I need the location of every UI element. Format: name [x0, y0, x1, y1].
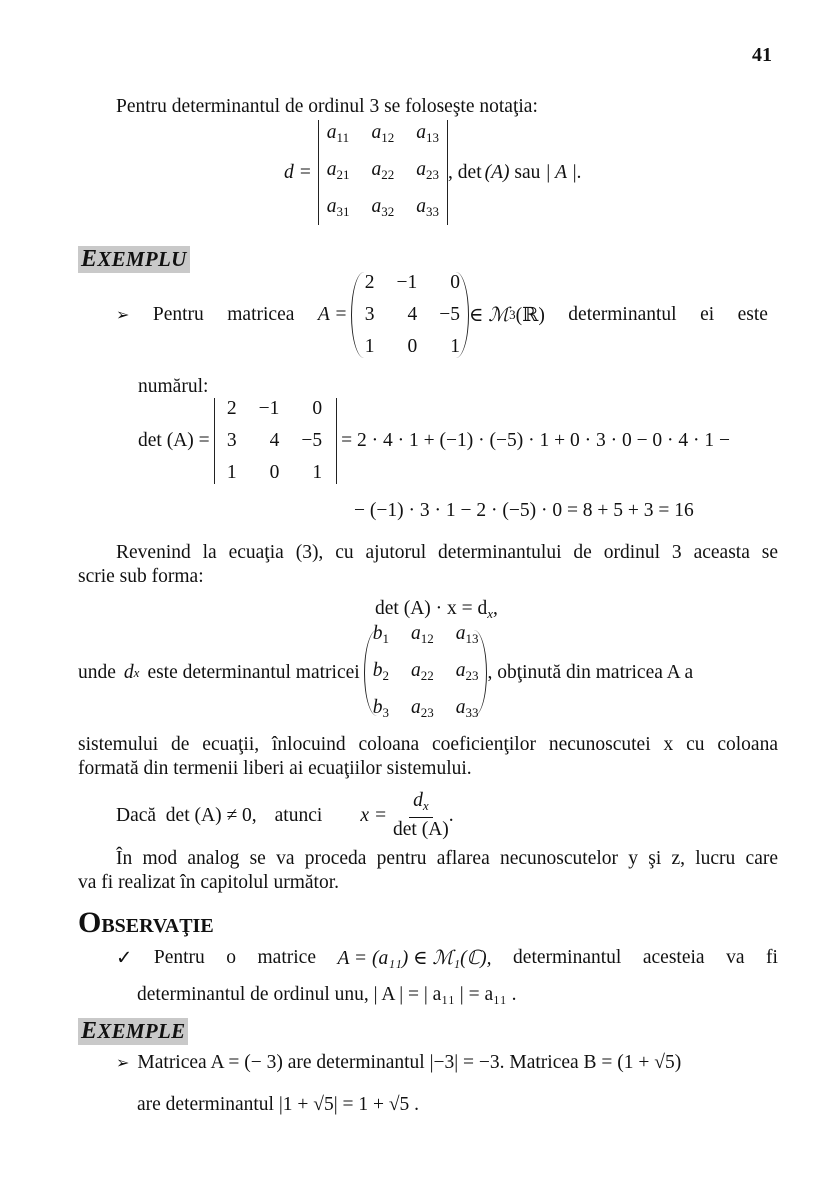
det-expansion-2: − (−1) · 3 · 1 − 2 · (−5) · 0 = 8 + 5 + 3 = 16: [354, 500, 694, 521]
matrix-cell: 1: [226, 462, 237, 483]
cell-subscript: 33: [465, 704, 479, 720]
notation-suffix-3: sau: [509, 161, 546, 183]
notation-matrix: [318, 120, 448, 225]
cell-base: a: [455, 659, 466, 681]
cell-subscript: 32: [381, 204, 395, 219]
matrix-cell: 4: [269, 430, 280, 451]
cell-subscript: 3: [382, 704, 389, 720]
set-symbol: ∈ ℳ: [468, 305, 510, 326]
matrix-cell: [372, 194, 395, 225]
cell-subscript: 22: [420, 667, 434, 683]
word: matrice: [257, 947, 316, 968]
cell-subscript: 12: [420, 630, 434, 646]
matrix-cell: 4: [407, 304, 418, 325]
det-computation: [138, 398, 730, 484]
analog-line-1: În mod analog se va proceda pentru aflarea necunoscutelor y şi z, lucru care: [116, 848, 778, 869]
heading-initial: E: [81, 1018, 98, 1044]
example-1-line: [116, 272, 768, 358]
matrix-cell: [456, 621, 479, 652]
cell-base: a: [455, 696, 466, 718]
notation-suffix-4: | A |.: [545, 161, 582, 183]
cell-base: a: [455, 622, 466, 644]
cell-base: b: [372, 659, 383, 681]
unde-line-3: formată din termenii liberi ai ecuaţiilor sistemului.: [78, 758, 472, 779]
matrix-cell: −5: [439, 304, 460, 325]
word: determinantul: [568, 304, 677, 325]
fraction-denominator: det (A): [393, 819, 449, 840]
cell-base: a: [371, 159, 382, 180]
daca-end: .: [448, 805, 454, 826]
matrix-cell: −1: [396, 272, 418, 293]
matrix-lhs: A =: [317, 304, 348, 325]
cell-base: a: [416, 159, 427, 180]
cell-subscript: 1: [382, 630, 389, 646]
cell-base: b: [372, 696, 383, 718]
matrix-cell: 1: [364, 336, 375, 357]
cell-base: a: [416, 122, 427, 143]
det-matrix: [214, 398, 338, 484]
cell-base: b: [372, 622, 383, 644]
unde-mid: este determinantul matricei: [147, 662, 360, 683]
dx-sub: x: [133, 665, 140, 680]
set-field: (ℝ): [515, 305, 545, 326]
word: matricea: [227, 304, 295, 325]
matrix-cell: [373, 695, 389, 726]
dx-matrix: [364, 622, 488, 720]
word: fi: [765, 947, 778, 968]
cell-subscript: 12: [381, 130, 395, 145]
unde-pre: unde: [78, 662, 116, 683]
word: va: [726, 947, 745, 968]
matrix-cell: 0: [269, 462, 280, 483]
equation: [375, 598, 498, 622]
arrow-bullet-icon: ➢: [116, 1055, 130, 1072]
unde-line: [78, 622, 778, 720]
word: ei: [700, 304, 715, 325]
matrix-cell: [411, 658, 434, 689]
cell-base: a: [371, 196, 382, 217]
cell-subscript: 13: [465, 630, 479, 646]
numarul-label: numărul:: [138, 376, 209, 397]
matrix-cell: 3: [226, 430, 237, 451]
revenind-line-2: scrie sub forma:: [78, 566, 204, 587]
cell-base: a: [371, 122, 382, 143]
unde-line-2: sistemului de ecuaţii, înlocuind coloana coeficienţilor necunoscutei x cu coloana: [78, 734, 778, 755]
matrix-cell: [416, 157, 439, 188]
notation-suffix-2: (A): [484, 161, 510, 183]
page-number: 41: [752, 44, 772, 66]
daca-atunci: atunci: [274, 805, 323, 826]
word: determinantul: [513, 947, 622, 968]
cell-base: a: [326, 159, 337, 180]
matrix-cell: −1: [258, 398, 280, 419]
cell-subscript: 11: [336, 130, 350, 145]
notation-lhs: d =: [284, 161, 312, 183]
matrix-a: [351, 272, 469, 358]
matrix-cell: 1: [312, 462, 323, 483]
cell-subscript: 33: [426, 204, 440, 219]
matrix-cell: [372, 120, 395, 151]
set-subscript: 3: [509, 307, 516, 322]
word: Pentru: [153, 947, 205, 968]
daca-line: [116, 790, 454, 842]
intro-text: Pentru determinantul de ordinul 3 se foloseşte notaţia:: [116, 96, 538, 117]
cell-subscript: 23: [426, 167, 440, 182]
fraction-numerator-sub: x: [422, 798, 429, 813]
matrix-cell: 2: [364, 272, 375, 293]
cell-subscript: 22: [381, 167, 395, 182]
det-expansion-1: = 2 · 4 · 1 + (−1) · (−5) · 1 + 0 · 3 · 0 − 0 · 4 · 1 −: [341, 430, 731, 451]
unde-post: , obţinută din matricea A a: [487, 662, 694, 683]
exemple-line-1: [116, 1052, 681, 1074]
matrix-cell: [456, 658, 479, 689]
daca-pre: Dacă det (A) ≠ 0,: [116, 805, 257, 826]
matrix-cell: 0: [312, 398, 323, 419]
matrix-cell: [456, 695, 479, 726]
matrix-cell: −5: [301, 430, 323, 451]
fraction-numerator: d: [413, 790, 423, 811]
matrix-cell: [411, 695, 434, 726]
det-lhs: det (A) =: [138, 430, 210, 451]
matrix-cell: [411, 621, 434, 652]
observatie-line-2: determinantul de ordinul unu, | A | = | a₁₁ | = a₁₁ .: [137, 984, 517, 1005]
observatie-line-1: [116, 946, 778, 970]
cell-subscript: 2: [382, 667, 389, 683]
notation-suffix-1: , det: [448, 161, 482, 183]
heading-rest: BSERVAŢIE: [101, 915, 214, 937]
cell-base: a: [410, 659, 421, 681]
matrix-cell: 0: [450, 272, 460, 293]
matrix-cell: 2: [226, 398, 237, 419]
equation-sub: x: [487, 606, 494, 621]
matrix-cell: 3: [364, 304, 375, 325]
cell-subscript: 31: [336, 204, 350, 219]
equation-end: ,: [493, 598, 498, 619]
heading-observatie: [78, 906, 214, 940]
determinant-notation: [284, 120, 582, 225]
heading-initial: O: [78, 906, 102, 939]
matrix-cell: [416, 120, 439, 151]
matrix-cell: [372, 157, 395, 188]
daca-x: x =: [360, 805, 388, 826]
matrix-cell: [373, 621, 389, 652]
heading-exemple: [78, 1018, 188, 1045]
checkmark-icon: ✓: [116, 948, 133, 969]
cell-subscript: 13: [426, 130, 440, 145]
matrix-cell: [416, 194, 439, 225]
cell-base: a: [410, 622, 421, 644]
matrix-cell: [327, 120, 350, 151]
cell-base: a: [326, 122, 337, 143]
matrix-cell: [327, 157, 350, 188]
arrow-bullet-icon: ➢: [116, 307, 130, 324]
revenind-line-1: Revenind la ecuaţia (3), cu ajutorul determinantului de ordinul 3 aceasta se: [116, 542, 778, 563]
word: Pentru: [152, 304, 204, 325]
cell-base: a: [416, 196, 427, 217]
heading-exemplu: [78, 246, 190, 273]
exemple-line-2: are determinantul |1 + √5| = 1 + √5 .: [137, 1094, 420, 1115]
matrix-cell: [373, 658, 389, 689]
dx: d: [123, 662, 134, 683]
matrix-cell: 1: [450, 336, 460, 357]
matrix-cell: 0: [407, 336, 418, 357]
heading-initial: E: [81, 246, 98, 272]
exemple-text-1: Matricea A = (− 3) are determinantul |−3| = −3. Matricea B = (1 + √5): [137, 1052, 682, 1073]
word: o: [226, 947, 237, 968]
word: este: [737, 304, 768, 325]
word: acesteia: [642, 947, 705, 968]
cell-subscript: 21: [336, 167, 350, 182]
heading-rest: XEMPLU: [97, 247, 187, 271]
matrix-cell: [327, 194, 350, 225]
equation-text: det (A) · x = d: [375, 598, 488, 619]
cell-base: a: [410, 696, 421, 718]
cell-base: a: [326, 196, 337, 217]
cell-subscript: 23: [465, 667, 479, 683]
math-expression: A = (a₁₁) ∈ ℳ₁(ℂ),: [337, 948, 492, 969]
cell-subscript: 23: [420, 704, 434, 720]
fraction: [393, 790, 449, 842]
heading-rest: XEMPLE: [97, 1019, 186, 1043]
analog-line-2: va fi realizat în capitolul următor.: [78, 872, 339, 893]
